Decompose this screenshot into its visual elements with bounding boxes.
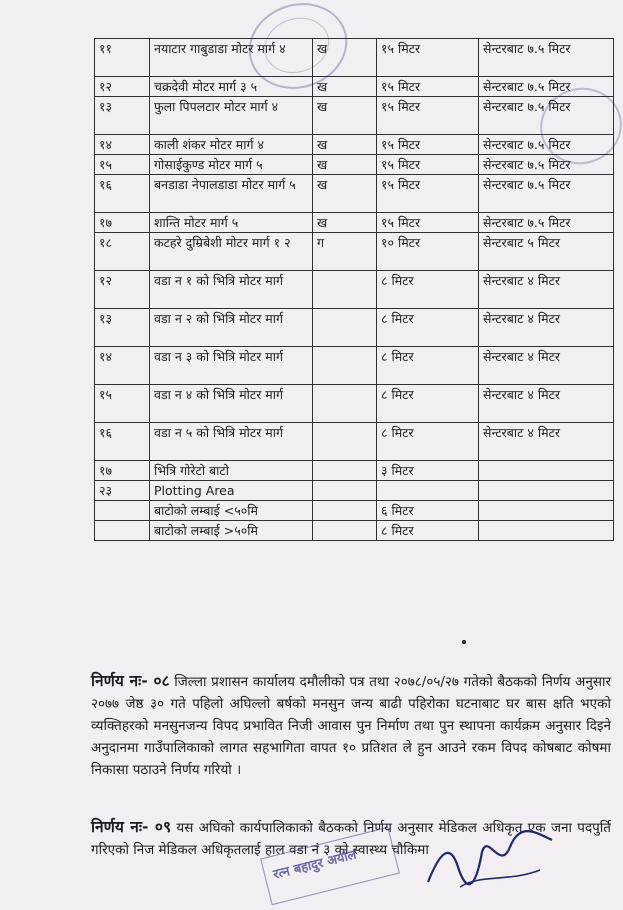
- road-class-cell: ख: [313, 77, 377, 97]
- road-name-cell: वडा न ४ को भित्रि मोटर मार्ग: [150, 385, 313, 423]
- road-name-cell: बाटोको लम्बाई >५०मि: [150, 521, 313, 541]
- table-row: [95, 385, 614, 423]
- road-name-cell: वडा न १ को भित्रि मोटर मार्ग: [150, 271, 313, 309]
- handwritten-signature: [420, 812, 560, 902]
- serial-cell: १४: [95, 135, 150, 155]
- road-class-cell: ख: [313, 213, 377, 233]
- decision-8-text: जिल्ला प्रशासन कार्यालय दमौलीको पत्र तथा २०७८/०५/२७ गतेको बैठकको निर्णय अनुसार २०७७ जेष्ठ ३० गते पहिलो अघिल्लो बर्षको मनसुन जन्य बाढी पहिरोका घटनाबाट घर बास क्षति भएको व्यक्तिहरको मनसुनजन्य विपद प्रभावित निजी आवास पुन निर्माण तथा पुन स्थापना कार्यक्रम अनुसार दिइने अनुदानमा गाउँपालिकाको लागत सहभागिता वापत १० प्रतिशत ले हुन आउने रकम विपद कोषबाट कोषमा निकासा पठाउने निर्णय गरियो ।: [91, 673, 611, 778]
- setback-cell: [479, 481, 614, 501]
- road-class-cell: [313, 423, 377, 461]
- road-name-cell: नयाटार गाबुडाडा मोटर मार्ग ४: [150, 39, 313, 77]
- setback-cell: सेन्टरबाट ४ मिटर: [479, 347, 614, 385]
- serial-cell: १४: [95, 347, 150, 385]
- road-class-cell: [313, 481, 377, 501]
- table-row: [95, 155, 614, 175]
- road-name-cell: शान्ति मोटर मार्ग ५: [150, 213, 313, 233]
- road-class-cell: ख: [313, 97, 377, 135]
- serial-cell: १७: [95, 461, 150, 481]
- serial-cell: १७: [95, 213, 150, 233]
- table-row: [95, 97, 614, 135]
- road-name-cell: कटहरे दुम्रिबेशी मोटर मार्ग १ २: [150, 233, 313, 271]
- road-name-cell: वडा न ५ को भित्रि मोटर मार्ग: [150, 423, 313, 461]
- road-width-cell: ६ मिटर: [377, 501, 479, 521]
- ink-dot: [462, 640, 466, 644]
- table-row: [95, 347, 614, 385]
- road-width-cell: ३ मिटर: [377, 461, 479, 481]
- decision-8: [91, 670, 611, 781]
- road-width-cell: ८ मिटर: [377, 309, 479, 347]
- serial-cell: ११: [95, 39, 150, 77]
- road-width-cell: ८ मिटर: [377, 271, 479, 309]
- road-name-cell: गोसाईकुण्ड मोटर मार्ग ५: [150, 155, 313, 175]
- table-row: [95, 77, 614, 97]
- road-name-cell: भित्रि गोरेटो बाटो: [150, 461, 313, 481]
- table-row: [95, 233, 614, 271]
- setback-cell: सेन्टरबाट ४ मिटर: [479, 423, 614, 461]
- road-width-cell: १५ मिटर: [377, 97, 479, 135]
- road-width-cell: ८ मिटर: [377, 347, 479, 385]
- road-class-cell: ख: [313, 155, 377, 175]
- road-class-cell: ख: [313, 175, 377, 213]
- road-width-cell: १५ मिटर: [377, 155, 479, 175]
- road-name-cell: बाटोको लम्बाई <५०मि: [150, 501, 313, 521]
- serial-cell: १३: [95, 309, 150, 347]
- road-width-cell: ८ मिटर: [377, 385, 479, 423]
- road-class-cell: [313, 501, 377, 521]
- setback-cell: [479, 501, 614, 521]
- table-row: [95, 461, 614, 481]
- road-class-cell: [313, 461, 377, 481]
- setback-cell: सेन्टरबाट ५ मिटर: [479, 233, 614, 271]
- road-width-cell: १५ मिटर: [377, 213, 479, 233]
- table-row: [95, 423, 614, 461]
- road-width-cell: [377, 481, 479, 501]
- serial-cell: [95, 521, 150, 541]
- road-class-cell: ग: [313, 233, 377, 271]
- road-class-cell: [313, 385, 377, 423]
- decision-9-text: यस अघिको कार्यपालिकाको बैठकको निर्णय अनुसार मेडिकल अधिकृत एक जना पदपुर्ति गरिएको निज मेडिकल अधिकृतलाई हाल वडा नं ३ को स्वास्थ्य चौकिमा: [91, 819, 611, 858]
- serial-cell: १५: [95, 385, 150, 423]
- setback-cell: सेन्टरबाट ७.५ मिटर: [479, 213, 614, 233]
- setback-cell: सेन्टरबाट ७.५ मिटर: [479, 77, 614, 97]
- serial-cell: १६: [95, 175, 150, 213]
- signature-stamp-text: रत्न बहादुर अर्याल: [271, 847, 359, 883]
- setback-cell: सेन्टरबाट ७.५ मिटर: [479, 135, 614, 155]
- setback-cell: सेन्टरबाट ७.५ मिटर: [479, 97, 614, 135]
- road-width-cell: १५ मिटर: [377, 175, 479, 213]
- serial-cell: १२: [95, 77, 150, 97]
- road-name-cell: वडा न ३ को भित्रि मोटर मार्ग: [150, 347, 313, 385]
- road-name-cell: बनडाडा नेपालडाडा मोटर मार्ग ५: [150, 175, 313, 213]
- setback-cell: सेन्टरबाट ४ मिटर: [479, 309, 614, 347]
- serial-cell: १८: [95, 233, 150, 271]
- table-row: [95, 501, 614, 521]
- road-name-cell: फुला पिपलटार मोटर मार्ग ४: [150, 97, 313, 135]
- setback-cell: सेन्टरबाट ४ मिटर: [479, 385, 614, 423]
- serial-cell: १६: [95, 423, 150, 461]
- road-width-cell: १५ मिटर: [377, 135, 479, 155]
- road-class-cell: [313, 309, 377, 347]
- road-class-cell: [313, 521, 377, 541]
- road-class-cell: ख: [313, 39, 377, 77]
- setback-cell: सेन्टरबाट ७.५ मिटर: [479, 175, 614, 213]
- decision-8-label: निर्णय नः- ०८: [91, 671, 170, 690]
- road-name-cell: वडा न २ को भित्रि मोटर मार्ग: [150, 309, 313, 347]
- serial-cell: १३: [95, 97, 150, 135]
- road-width-cell: ८ मिटर: [377, 521, 479, 541]
- serial-cell: [95, 501, 150, 521]
- table-row: [95, 481, 614, 501]
- road-class-cell: ख: [313, 135, 377, 155]
- road-width-cell: १५ मिटर: [377, 77, 479, 97]
- road-name-cell: काली शंकर मोटर मार्ग ४: [150, 135, 313, 155]
- road-width-cell: १५ मिटर: [377, 39, 479, 77]
- table-row: [95, 39, 614, 77]
- table-row: [95, 213, 614, 233]
- table-row: [95, 271, 614, 309]
- road-class-cell: [313, 347, 377, 385]
- setback-cell: [479, 461, 614, 481]
- serial-cell: १५: [95, 155, 150, 175]
- setback-cell: सेन्टरबाट ७.५ मिटर: [479, 39, 614, 77]
- table-row: [95, 175, 614, 213]
- road-name-cell: चक्रदेवी मोटर मार्ग ३ ५: [150, 77, 313, 97]
- setback-cell: [479, 521, 614, 541]
- table-row: [95, 135, 614, 155]
- setback-cell: सेन्टरबाट ७.५ मिटर: [479, 155, 614, 175]
- road-width-cell: ८ मिटर: [377, 423, 479, 461]
- road-width-cell: १० मिटर: [377, 233, 479, 271]
- serial-cell: १२: [95, 271, 150, 309]
- serial-cell: २३: [95, 481, 150, 501]
- table-row: [95, 521, 614, 541]
- decision-9-label: निर्णय नः- ०९: [91, 817, 172, 836]
- road-class-cell: [313, 271, 377, 309]
- setback-cell: सेन्टरबाट ४ मिटर: [479, 271, 614, 309]
- road-name-cell: Plotting Area: [150, 481, 313, 501]
- table-row: [95, 309, 614, 347]
- road-standards-table: [94, 38, 614, 541]
